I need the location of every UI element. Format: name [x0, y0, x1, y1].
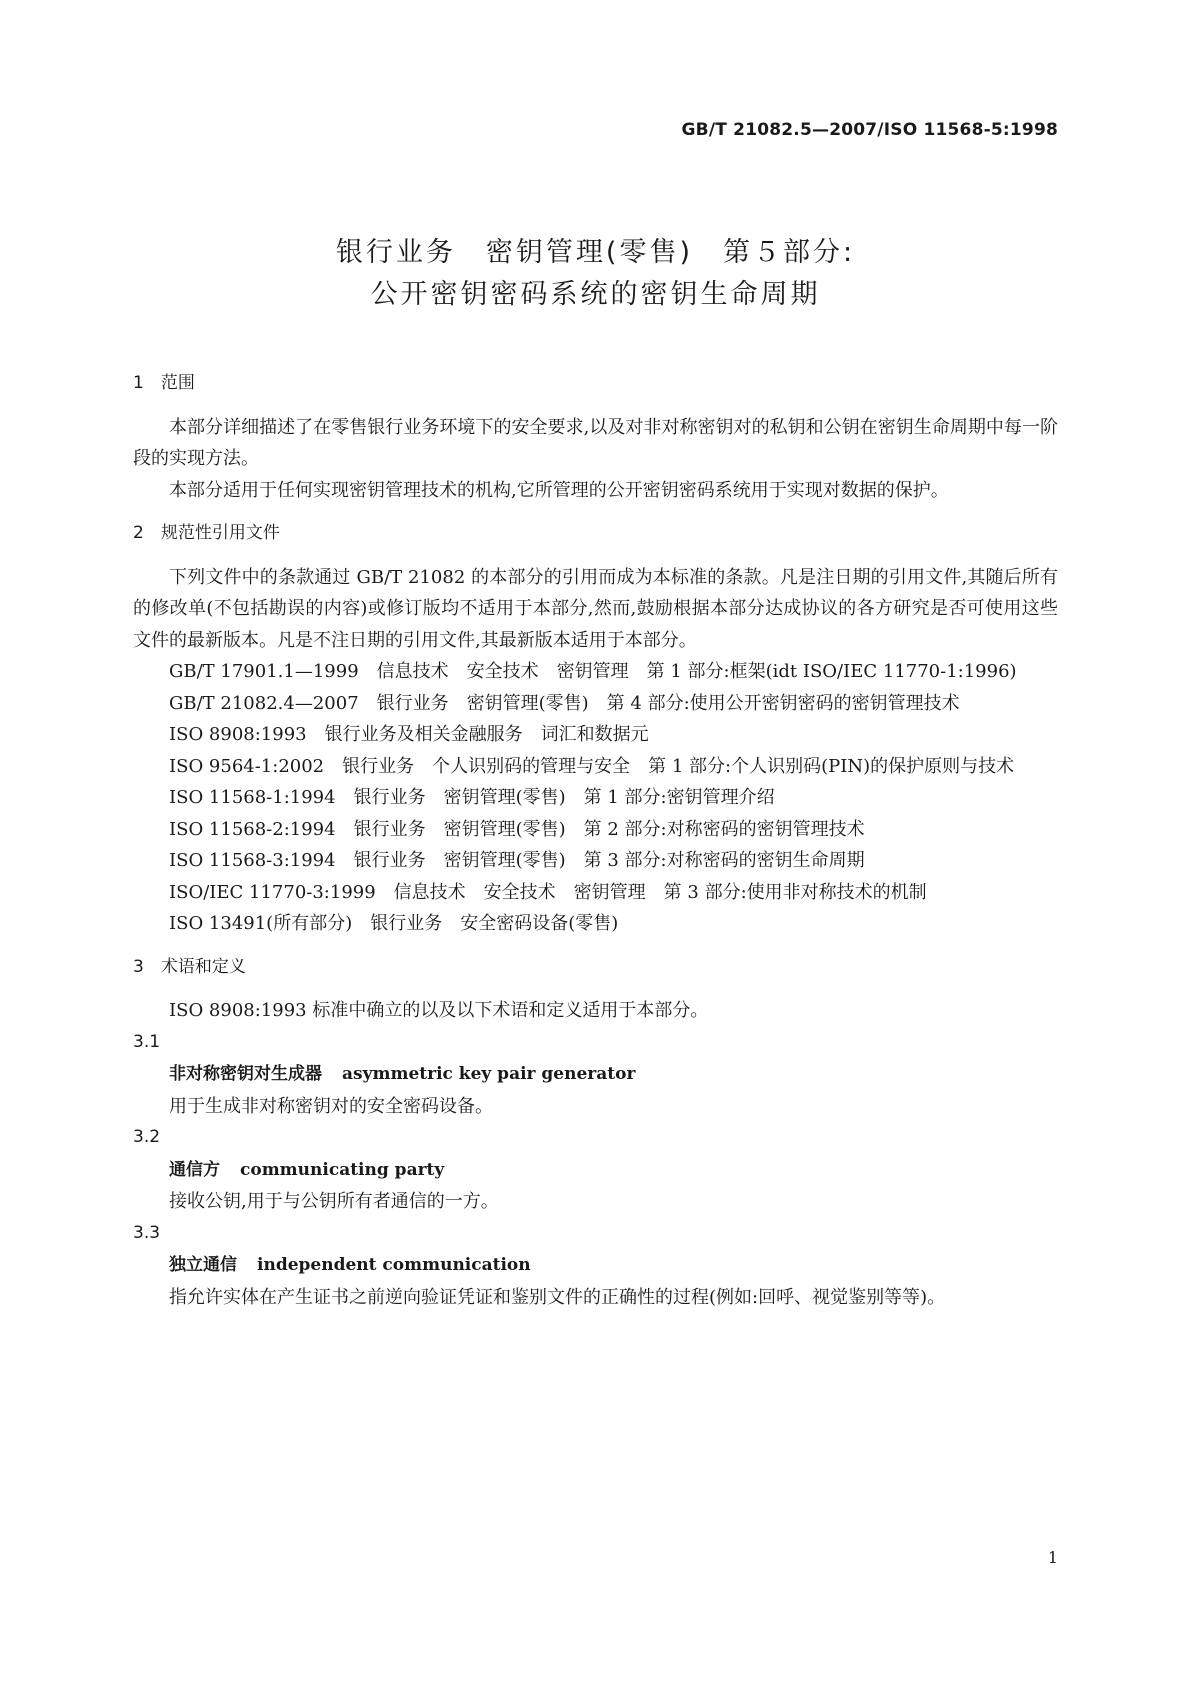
section-heading-terms-definitions: 3 术语和定义 — [133, 956, 246, 977]
reference-item: GB/T 17901.1—1999 信息技术 安全技术 密钥管理 第 1 部分:框架(idt ISO/IEC 11770-1:1996) — [169, 661, 1017, 682]
term-number: 3.2 — [133, 1127, 161, 1147]
term-chinese: 非对称密钥对生成器 — [169, 1064, 322, 1084]
reference-item: ISO 9564-1:2002 银行业务 个人识别码的管理与安全 第 1 部分:个人识别码(PIN)的保护原则与技术 — [169, 755, 1015, 777]
scope-paragraph: 本部分适用于任何实现密钥管理技术的机构,它所管理的公开密钥密码系统用于实现对数据的保护。 — [169, 479, 949, 501]
reference-item: ISO 11568-2:1994 银行业务 密钥管理(零售) 第 2 部分:对称密码的密钥管理技术 — [169, 818, 865, 840]
section-heading-scope: 1 范围 — [133, 373, 195, 393]
term-definition: 指允许实体在产生证书之前逆向验证凭证和鉴别文件的正确性的过程(例如:回呼、视觉鉴别等等)。 — [169, 1286, 946, 1308]
term-number: 3.3 — [133, 1222, 161, 1243]
page-number: 1 — [1047, 1548, 1058, 1567]
term-chinese: 通信方 — [169, 1159, 220, 1180]
term-number: 3.1 — [133, 1031, 161, 1052]
reference-item: ISO 11568-3:1994 银行业务 密钥管理(零售) 第 3 部分:对称密码的密钥生命周期 — [169, 850, 865, 871]
scope-paragraph: 本部分详细描述了在零售银行业务环境下的安全要求,以及对非对称密钥对的私钥和公钥在密钥生命周期中每一阶段的实现方法。 — [133, 416, 1058, 469]
term-definition: 用于生成非对称密钥对的安全密码设备。 — [169, 1095, 493, 1117]
term-chinese: 独立通信 — [169, 1255, 237, 1275]
reference-item: ISO 13491(所有部分) 银行业务 安全密码设备(零售) — [169, 913, 619, 934]
term-heading — [133, 1249, 1058, 1282]
term-definition: 接收公钥,用于与公钥所有者通信的一方。 — [169, 1191, 499, 1212]
document-title-line-2: 公开密钥密码系统的密钥生命周期 — [370, 279, 821, 310]
term-english: independent communication — [257, 1255, 531, 1275]
document-code-header: GB/T 21082.5—2007/ISO 11568-5:1998 — [681, 120, 1058, 140]
section-heading-normative-references: 2 规范性引用文件 — [133, 523, 280, 543]
term-english: asymmetric key pair generator — [342, 1064, 636, 1084]
reference-item: ISO 8908:1993 银行业务及相关金融服务 词汇和数据元 — [169, 724, 649, 745]
reference-item: ISO/IEC 11770-3:1999 信息技术 安全技术 密钥管理 第 3 部分:使用非对称技术的机制 — [169, 881, 927, 903]
term-english: communicating party — [240, 1159, 445, 1180]
reference-item: ISO 11568-1:1994 银行业务 密钥管理(零售) 第 1 部分:密钥管理介绍 — [169, 787, 775, 808]
document-title-line-1: 银行业务 密钥管理(零售) 第５部分: — [335, 237, 856, 268]
terms-intro: ISO 8908:1993 标准中确立的以及以下术语和定义适用于本部分。 — [169, 1000, 709, 1021]
term-heading — [133, 1154, 1058, 1187]
document-body — [133, 368, 1058, 1313]
normative-references-intro: 下列文件中的条款通过 GB/T 21082 的本部分的引用而成为本标准的条款。凡是注日期的引用文件,其随后所有的修改单(不包括勘误的内容)或修订版均不适用于本部分,然而,鼓励根据本部分达成协议的各方研究是否可使用这些文件的最新版本。凡是不注日期的引用文件,其最新版本适用于本部分。 — [133, 566, 1058, 651]
reference-item: GB/T 21082.4—2007 银行业务 密钥管理(零售) 第 4 部分:使用公开密钥密码的密钥管理技术 — [169, 692, 960, 714]
term-heading — [133, 1058, 1058, 1091]
